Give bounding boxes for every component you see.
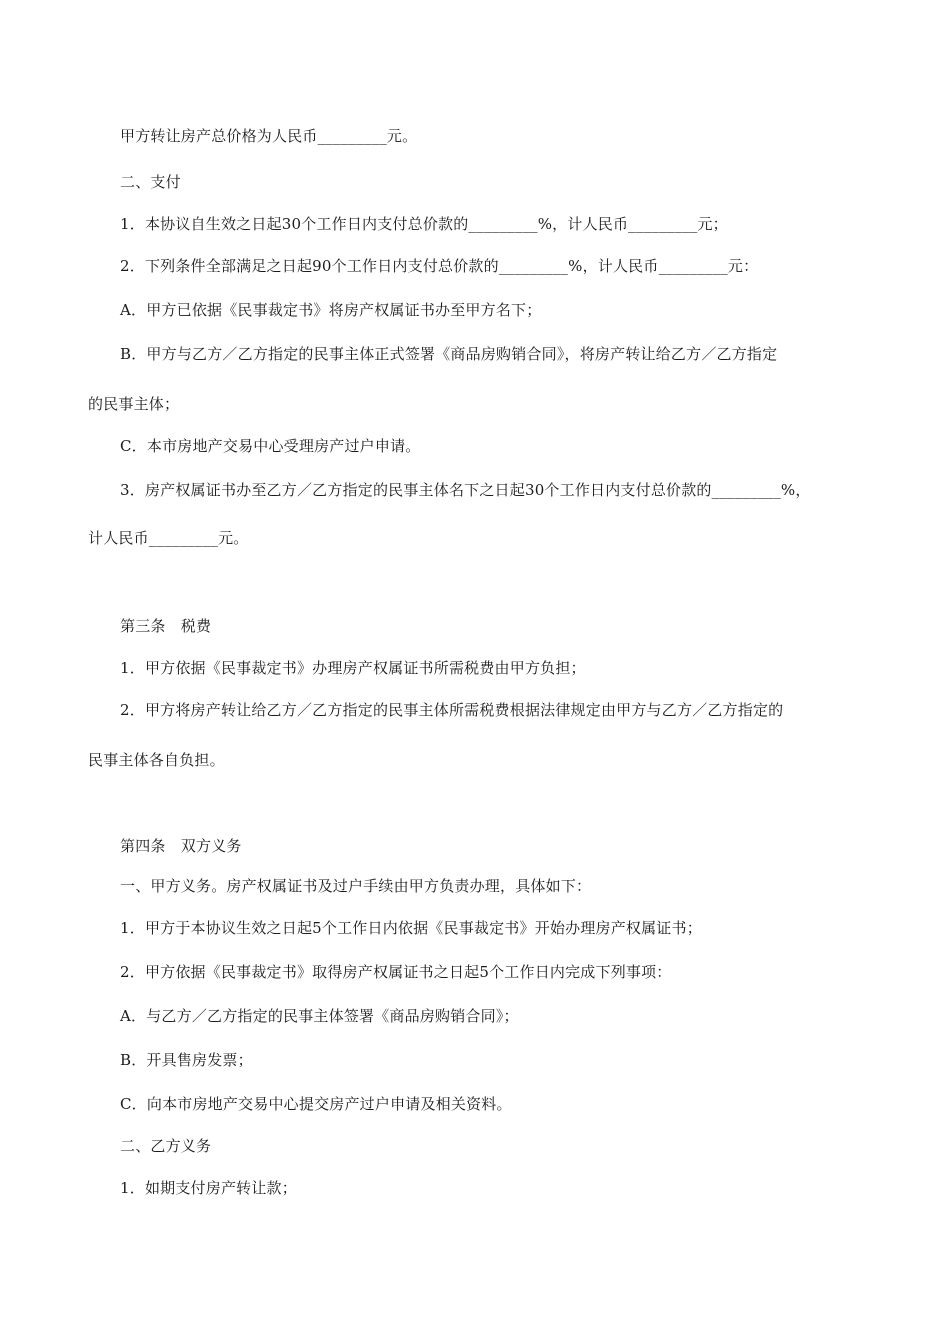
article-3-heading: 第三条 税费 <box>120 617 212 635</box>
tax-clause-2-continued: 民事主体各自负担。 <box>88 751 225 769</box>
condition-a: A．甲方已依据《民事裁定书》将房产权属证书办至甲方名下； <box>120 301 542 319</box>
payment-clause-1: 1．本协议自生效之日起30个工作日内支付总价款的_________%，计人民币_________元； <box>120 215 728 233</box>
party-a-obligations-heading: 一、甲方义务。房产权属证书及过户手续由甲方负责办理，具体如下： <box>120 877 592 895</box>
item-c: C．向本市房地产交易中心提交房产过户申请及相关资料。 <box>120 1095 512 1113</box>
item-a: A．与乙方／乙方指定的民事主体签署《商品房购销合同》； <box>120 1007 519 1025</box>
total-price-line: 甲方转让房产总价格为人民币_________元。 <box>120 127 418 145</box>
article-4-heading: 第四条 双方义务 <box>120 837 242 855</box>
party-b-obligation-1: 1．如期支付房产转让款； <box>120 1179 297 1197</box>
party-a-obligation-1: 1．甲方于本协议生效之日起5个工作日内依据《民事裁定书》开始办理房产权属证书； <box>120 919 702 937</box>
condition-b: B．甲方与乙方／乙方指定的民事主体正式签署《商品房购销合同》，将房产转让给乙方／乙方指定 <box>120 345 778 363</box>
tax-clause-1: 1．甲方依据《民事裁定书》办理房产权属证书所需税费由甲方负担； <box>120 659 586 677</box>
item-b: B．开具售房发票； <box>120 1051 253 1069</box>
payment-heading: 二、支付 <box>120 173 181 191</box>
payment-clause-2: 2．下列条件全部满足之日起90个工作日内支付总价款的_________%，计人民币_________元： <box>120 257 759 275</box>
payment-clause-3-continued: 计人民币_________元。 <box>88 529 249 547</box>
payment-clause-3: 3．房产权属证书办至乙方／乙方指定的民事主体名下之日起30个工作日内支付总价款的_________%， <box>120 481 811 499</box>
party-b-obligations-heading: 二、乙方义务 <box>120 1137 212 1155</box>
tax-clause-2: 2．甲方将房产转让给乙方／乙方指定的民事主体所需税费根据法律规定由甲方与乙方／乙方指定的 <box>120 701 784 719</box>
condition-c: C．本市房地产交易中心受理房产过户申请。 <box>120 437 421 455</box>
condition-b-continued: 的民事主体； <box>88 395 180 413</box>
party-a-obligation-2: 2．甲方依据《民事裁定书》取得房产权属证书之日起5个工作日内完成下列事项： <box>120 963 672 981</box>
